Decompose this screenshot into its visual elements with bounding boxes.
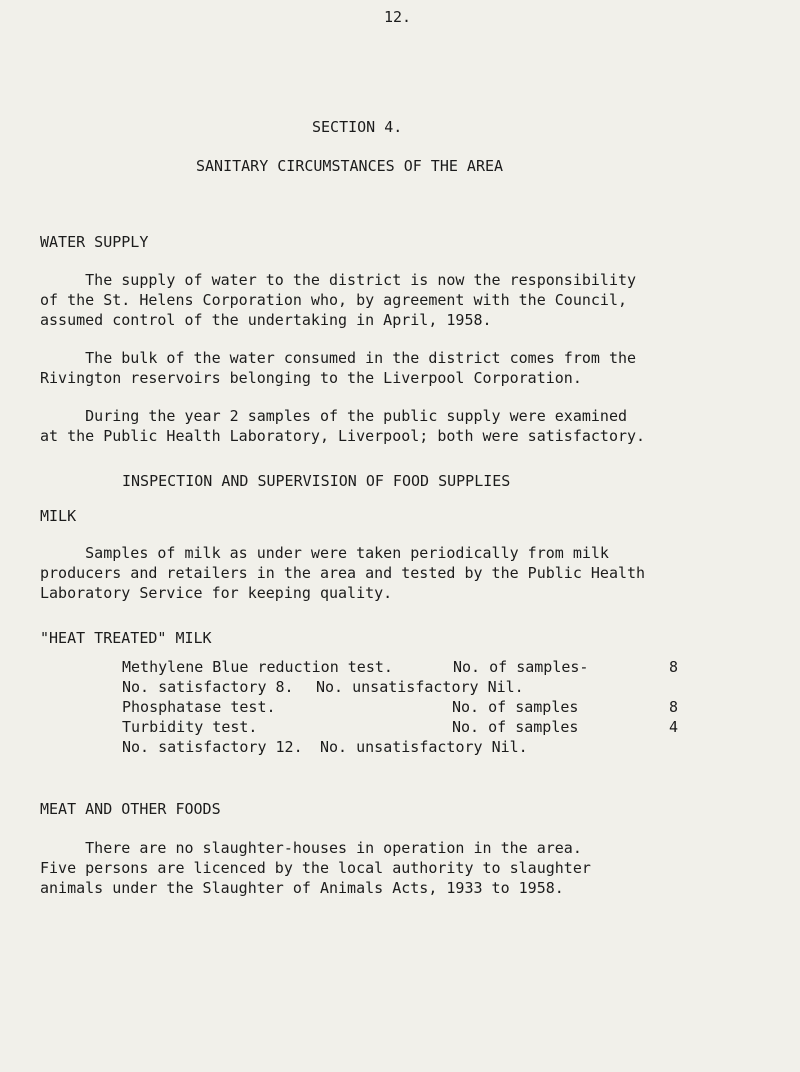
paragraph-line: The bulk of the water consumed in the district comes from the (40, 349, 637, 367)
samples-count: 4 (669, 718, 679, 736)
paragraph-line: Samples of milk as under were taken periodically from milk (40, 544, 609, 562)
phosphatase-test-row (122, 698, 682, 716)
unsatisfactory-count: No. unsatisfactory Nil. (320, 738, 528, 756)
paragraph-line: Rivington reservoirs belonging to the Liverpool Corporation. (40, 369, 582, 387)
samples-label: No. of samples (452, 698, 579, 716)
paragraph-line: producers and retailers in the area and tested by the Public Health (40, 564, 646, 582)
samples-count: 8 (669, 658, 679, 676)
section-title: SANITARY CIRCUMSTANCES OF THE AREA (196, 157, 504, 175)
paragraph-line: at the Public Health Laboratory, Liverpool; both were satisfactory. (40, 427, 646, 445)
meat-paragraph (40, 838, 720, 898)
satisfactory-count: No. satisfactory 8. (122, 678, 294, 696)
samples-label: No. of samples (452, 718, 579, 736)
turbidity-test-row (122, 718, 682, 736)
methylene-test-row (122, 658, 682, 676)
water-supply-paragraph-2 (40, 348, 720, 388)
test-name: Methylene Blue reduction test. (122, 658, 393, 676)
satisfactory-count: No. satisfactory 12. (122, 738, 303, 756)
turbidity-result-row (122, 738, 682, 756)
unsatisfactory-count: No. unsatisfactory Nil. (316, 678, 524, 696)
paragraph-line: During the year 2 samples of the public supply were examined (40, 407, 627, 425)
paragraph-line: of the St. Helens Corporation who, by agreement with the Council, (40, 291, 627, 309)
water-supply-paragraph-1 (40, 270, 720, 330)
paragraph-line: assumed control of the undertaking in April, 1958. (40, 311, 492, 329)
paragraph-line: The supply of water to the district is now the responsibility (40, 271, 637, 289)
water-supply-paragraph-3 (40, 406, 720, 446)
water-supply-heading: WATER SUPPLY (40, 233, 149, 251)
heat-treated-milk-heading: "HEAT TREATED" MILK (40, 629, 212, 647)
food-inspection-heading: INSPECTION AND SUPERVISION OF FOOD SUPPLIES (122, 472, 511, 490)
test-name: Turbidity test. (122, 718, 258, 736)
section-number: SECTION 4. (312, 118, 403, 136)
methylene-result-row (122, 678, 682, 696)
milk-paragraph (40, 543, 720, 603)
paragraph-line: There are no slaughter-houses in operation in the area. (40, 839, 582, 857)
samples-count: 8 (669, 698, 679, 716)
paragraph-line: Laboratory Service for keeping quality. (40, 584, 393, 602)
paragraph-line: Five persons are licenced by the local authority to slaughter (40, 859, 591, 877)
page-number: 12. (384, 8, 412, 26)
samples-label: No. of samples- (453, 658, 589, 676)
milk-heading: MILK (40, 507, 77, 525)
paragraph-line: animals under the Slaughter of Animals Acts, 1933 to 1958. (40, 879, 564, 897)
test-name: Phosphatase test. (122, 698, 276, 716)
meat-heading: MEAT AND OTHER FOODS (40, 800, 221, 818)
